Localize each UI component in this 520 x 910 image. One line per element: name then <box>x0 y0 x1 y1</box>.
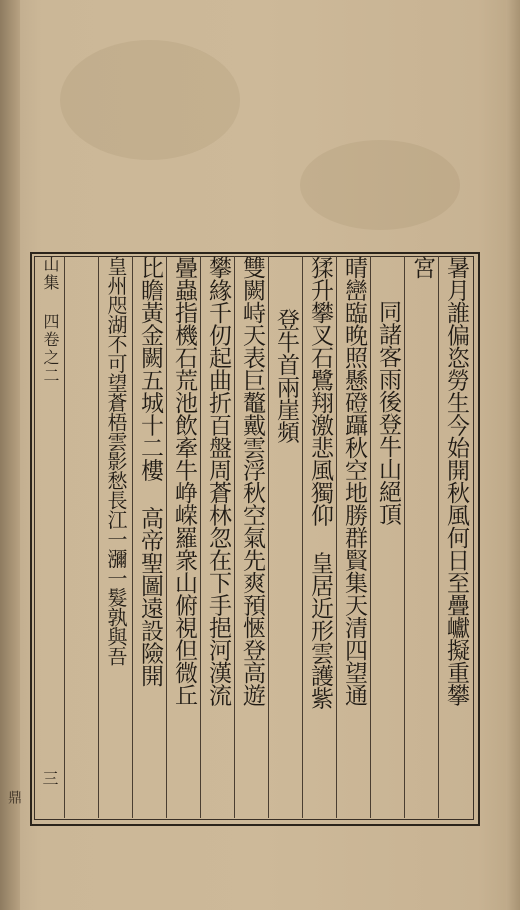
text-column-5: 猱升攀叉石鷺翔激悲風獨仰 皇居近形雲護紫 <box>307 256 333 709</box>
corner-mark: 鼎 <box>6 790 22 804</box>
text-column-11: 皇州咫湖不可望蒼梧雲影愁長江一瀰一髮孰與吾 <box>104 256 128 666</box>
column-rule <box>64 256 65 818</box>
folio-number: 三 <box>40 770 59 786</box>
text-column-10: 比瞻黃金闕五城十二樓 高帝聖圖遠設險開 <box>137 256 163 687</box>
text-column-1: 暑月誰偏恣勞生今始開秋風何日至疊巘擬重攀 <box>443 256 469 706</box>
page-spine-edge <box>0 0 20 910</box>
paper-stain <box>300 140 460 230</box>
text-column-7: 雙闕峙天表巨鼇戴雲浮秋空氣先爽預愜登高遊 <box>239 256 265 706</box>
margin-book-title: 山集 四卷之二 <box>41 256 60 385</box>
text-column-8: 攀緣千仞起曲折百盤周蒼林忽在下手挹河漢流 <box>205 256 231 706</box>
text-column-9: 曡蟲指機石荒池飲牽牛峥嵘羅衆山俯視但微丘 <box>171 256 197 706</box>
poem-title-column: 登牛首兩崖頻 <box>273 308 299 443</box>
page-right-edge <box>506 0 520 910</box>
text-column-4: 晴巒臨晚照懸磴躡秋空地勝群賢集天清四望通 <box>341 256 367 706</box>
poem-title-column: 同諸客雨後登牛山絕頂 <box>375 300 401 525</box>
paper-stain <box>60 40 240 160</box>
text-column-2: 宮 <box>409 256 435 279</box>
